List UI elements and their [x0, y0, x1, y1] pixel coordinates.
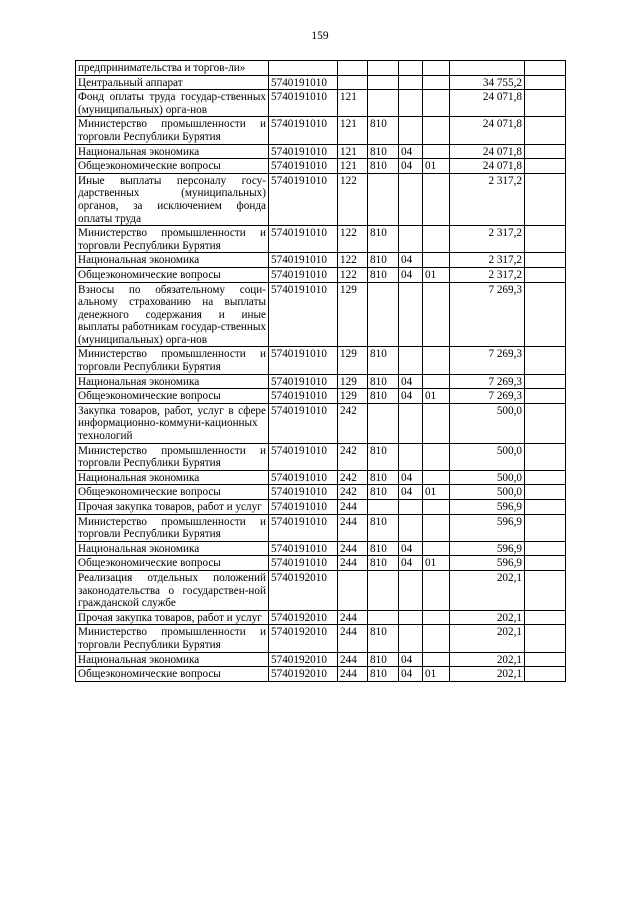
row-ministry-code: 810	[368, 347, 399, 374]
row-amount: 500,0	[450, 485, 525, 500]
row-expense-type: 244	[338, 610, 368, 625]
row-target-code: 5740191010	[269, 443, 338, 470]
row-amount	[450, 61, 525, 76]
row-extra	[525, 347, 566, 374]
row-section: 04	[399, 159, 423, 174]
row-name: Общеэкономические вопросы	[76, 485, 269, 500]
row-name: Центральный аппарат	[76, 75, 269, 90]
row-ministry-code	[368, 75, 399, 90]
row-expense-type: 244	[338, 514, 368, 541]
row-subsection	[423, 75, 450, 90]
row-ministry-code: 810	[368, 374, 399, 389]
row-section	[399, 117, 423, 144]
row-expense-type: 122	[338, 226, 368, 253]
row-ministry-code	[368, 500, 399, 515]
row-section	[399, 173, 423, 225]
row-extra	[525, 514, 566, 541]
row-section: 04	[399, 389, 423, 404]
row-subsection	[423, 541, 450, 556]
row-ministry-code: 810	[368, 541, 399, 556]
row-section	[399, 226, 423, 253]
row-ministry-code	[368, 90, 399, 117]
row-ministry-code: 810	[368, 625, 399, 652]
row-extra	[525, 144, 566, 159]
table-row	[76, 556, 566, 571]
row-subsection	[423, 610, 450, 625]
row-amount: 2 317,2	[450, 253, 525, 268]
row-target-code: 5740191010	[269, 90, 338, 117]
row-expense-type: 244	[338, 652, 368, 667]
row-target-code: 5740191010	[269, 500, 338, 515]
row-subsection: 01	[423, 159, 450, 174]
row-extra	[525, 61, 566, 76]
row-expense-type: 244	[338, 667, 368, 682]
row-extra	[525, 610, 566, 625]
row-name: Министерство промышленности и торговли Республики Бурятия	[76, 117, 269, 144]
row-name: Иные выплаты персоналу госу-дарственных (муниципальных) органов, за исключением фонда оплаты труда	[76, 173, 269, 225]
table-row	[76, 282, 566, 347]
row-target-code: 5740191010	[269, 117, 338, 144]
row-expense-type: 242	[338, 470, 368, 485]
row-ministry-code: 810	[368, 667, 399, 682]
row-section: 04	[399, 144, 423, 159]
row-target-code: 5740191010	[269, 389, 338, 404]
row-target-code: 5740191010	[269, 514, 338, 541]
table-row	[76, 159, 566, 174]
row-extra	[525, 652, 566, 667]
row-section	[399, 514, 423, 541]
row-name: Общеэкономические вопросы	[76, 389, 269, 404]
row-name: Министерство промышленности и торговли Республики Бурятия	[76, 514, 269, 541]
row-section: 04	[399, 267, 423, 282]
row-extra	[525, 470, 566, 485]
row-section	[399, 610, 423, 625]
table-row	[76, 173, 566, 225]
row-amount: 202,1	[450, 610, 525, 625]
row-extra	[525, 267, 566, 282]
table-row	[76, 625, 566, 652]
row-expense-type: 242	[338, 485, 368, 500]
table-row	[76, 61, 566, 76]
row-ministry-code: 810	[368, 556, 399, 571]
row-ministry-code: 810	[368, 117, 399, 144]
row-amount: 500,0	[450, 470, 525, 485]
row-subsection	[423, 347, 450, 374]
row-name: Прочая закупка товаров, работ и услуг	[76, 610, 269, 625]
row-section	[399, 347, 423, 374]
row-ministry-code: 810	[368, 389, 399, 404]
row-extra	[525, 485, 566, 500]
row-target-code: 5740191010	[269, 253, 338, 268]
row-name: Национальная экономика	[76, 541, 269, 556]
table-row	[76, 389, 566, 404]
row-extra	[525, 282, 566, 347]
row-ministry-code: 810	[368, 470, 399, 485]
row-extra	[525, 226, 566, 253]
row-ministry-code: 810	[368, 144, 399, 159]
row-subsection	[423, 90, 450, 117]
row-expense-type: 129	[338, 389, 368, 404]
row-subsection	[423, 625, 450, 652]
row-ministry-code	[368, 61, 399, 76]
row-ministry-code	[368, 610, 399, 625]
table-row	[76, 652, 566, 667]
row-ministry-code: 810	[368, 253, 399, 268]
row-expense-type	[338, 570, 368, 610]
row-amount: 202,1	[450, 570, 525, 610]
row-ministry-code: 810	[368, 443, 399, 470]
page-number: 159	[311, 30, 329, 42]
row-name: Фонд оплаты труда государ-ственных (муниципальных) орга-нов	[76, 90, 269, 117]
row-amount: 7 269,3	[450, 282, 525, 347]
row-name: Национальная экономика	[76, 652, 269, 667]
row-amount: 596,9	[450, 500, 525, 515]
row-subsection	[423, 374, 450, 389]
row-expense-type: 129	[338, 374, 368, 389]
row-ministry-code	[368, 403, 399, 443]
row-amount: 202,1	[450, 667, 525, 682]
row-extra	[525, 90, 566, 117]
row-section: 04	[399, 667, 423, 682]
row-section	[399, 75, 423, 90]
table-row	[76, 90, 566, 117]
row-subsection	[423, 117, 450, 144]
row-ministry-code: 810	[368, 226, 399, 253]
row-amount: 34 755,2	[450, 75, 525, 90]
row-extra	[525, 667, 566, 682]
row-extra	[525, 500, 566, 515]
table-row	[76, 500, 566, 515]
row-section	[399, 282, 423, 347]
table-row	[76, 253, 566, 268]
row-amount: 2 317,2	[450, 173, 525, 225]
row-amount: 24 071,8	[450, 159, 525, 174]
row-amount: 7 269,3	[450, 347, 525, 374]
row-name: предпринимательства и торгов-ли»	[76, 61, 269, 76]
row-target-code: 5740192010	[269, 652, 338, 667]
row-section	[399, 403, 423, 443]
row-target-code: 5740192010	[269, 667, 338, 682]
row-extra	[525, 556, 566, 571]
table-row	[76, 374, 566, 389]
row-target-code: 5740191010	[269, 282, 338, 347]
row-name: Национальная экономика	[76, 253, 269, 268]
row-section	[399, 61, 423, 76]
row-expense-type	[338, 75, 368, 90]
row-target-code: 5740191010	[269, 470, 338, 485]
row-subsection	[423, 652, 450, 667]
row-amount: 596,9	[450, 541, 525, 556]
table-row	[76, 267, 566, 282]
row-target-code: 5740192010	[269, 570, 338, 610]
row-subsection: 01	[423, 485, 450, 500]
row-target-code: 5740191010	[269, 403, 338, 443]
row-ministry-code	[368, 173, 399, 225]
table-row	[76, 144, 566, 159]
row-amount: 500,0	[450, 403, 525, 443]
budget-table	[75, 60, 566, 682]
row-amount: 2 317,2	[450, 226, 525, 253]
table-row	[76, 403, 566, 443]
row-amount: 7 269,3	[450, 374, 525, 389]
row-ministry-code: 810	[368, 514, 399, 541]
row-subsection	[423, 282, 450, 347]
row-name: Национальная экономика	[76, 470, 269, 485]
table-row	[76, 514, 566, 541]
table-row	[76, 75, 566, 90]
row-name: Министерство промышленности и торговли Республики Бурятия	[76, 443, 269, 470]
row-subsection	[423, 470, 450, 485]
budget-table-body	[76, 61, 566, 682]
row-target-code: 5740191010	[269, 267, 338, 282]
row-extra	[525, 173, 566, 225]
table-row	[76, 485, 566, 500]
row-expense-type: 244	[338, 541, 368, 556]
row-name: Общеэкономические вопросы	[76, 159, 269, 174]
row-section	[399, 90, 423, 117]
row-subsection: 01	[423, 667, 450, 682]
row-amount: 24 071,8	[450, 117, 525, 144]
row-amount: 500,0	[450, 443, 525, 470]
row-target-code: 5740191010	[269, 541, 338, 556]
table-row	[76, 570, 566, 610]
row-subsection	[423, 570, 450, 610]
row-subsection	[423, 61, 450, 76]
row-subsection	[423, 403, 450, 443]
row-name: Прочая закупка товаров, работ и услуг	[76, 500, 269, 515]
row-subsection	[423, 226, 450, 253]
row-extra	[525, 159, 566, 174]
row-expense-type	[338, 61, 368, 76]
row-section	[399, 443, 423, 470]
row-subsection	[423, 253, 450, 268]
row-expense-type: 244	[338, 625, 368, 652]
row-name: Министерство промышленности и торговли Республики Бурятия	[76, 347, 269, 374]
table-row	[76, 667, 566, 682]
table-row	[76, 610, 566, 625]
row-subsection: 01	[423, 267, 450, 282]
row-expense-type: 122	[338, 253, 368, 268]
row-target-code: 5740191010	[269, 556, 338, 571]
row-amount: 596,9	[450, 514, 525, 541]
row-subsection	[423, 173, 450, 225]
row-name: Общеэкономические вопросы	[76, 667, 269, 682]
row-section	[399, 500, 423, 515]
table-row	[76, 541, 566, 556]
row-name: Закупка товаров, работ, услуг в сфере информационно-коммуни-кационных технологий	[76, 403, 269, 443]
row-ministry-code: 810	[368, 159, 399, 174]
row-ministry-code: 810	[368, 267, 399, 282]
row-target-code: 5740191010	[269, 374, 338, 389]
row-ministry-code: 810	[368, 485, 399, 500]
row-target-code: 5740191010	[269, 485, 338, 500]
row-section	[399, 625, 423, 652]
row-amount: 2 317,2	[450, 267, 525, 282]
row-section: 04	[399, 485, 423, 500]
row-target-code: 5740191010	[269, 159, 338, 174]
row-subsection	[423, 443, 450, 470]
row-section: 04	[399, 652, 423, 667]
row-expense-type: 129	[338, 347, 368, 374]
row-name: Общеэкономические вопросы	[76, 267, 269, 282]
row-subsection: 01	[423, 556, 450, 571]
row-amount: 202,1	[450, 652, 525, 667]
row-section: 04	[399, 374, 423, 389]
row-expense-type: 129	[338, 282, 368, 347]
row-amount: 596,9	[450, 556, 525, 571]
row-name: Министерство промышленности и торговли Республики Бурятия	[76, 226, 269, 253]
row-extra	[525, 625, 566, 652]
row-extra	[525, 541, 566, 556]
row-name: Национальная экономика	[76, 144, 269, 159]
row-extra	[525, 389, 566, 404]
row-target-code: 5740191010	[269, 75, 338, 90]
row-section: 04	[399, 556, 423, 571]
row-expense-type: 244	[338, 500, 368, 515]
table-row	[76, 347, 566, 374]
row-name: Реализация отдельных положений законодательства о государствен-ной гражданской службе	[76, 570, 269, 610]
row-name: Национальная экономика	[76, 374, 269, 389]
row-expense-type: 244	[338, 556, 368, 571]
row-extra	[525, 75, 566, 90]
row-extra	[525, 403, 566, 443]
row-extra	[525, 374, 566, 389]
row-name: Общеэкономические вопросы	[76, 556, 269, 571]
row-target-code: 5740192010	[269, 610, 338, 625]
row-amount: 24 071,8	[450, 90, 525, 117]
row-subsection	[423, 144, 450, 159]
row-target-code: 5740191010	[269, 144, 338, 159]
row-amount: 202,1	[450, 625, 525, 652]
row-expense-type: 242	[338, 403, 368, 443]
table-row	[76, 117, 566, 144]
row-expense-type: 121	[338, 144, 368, 159]
row-ministry-code	[368, 282, 399, 347]
row-extra	[525, 117, 566, 144]
row-extra	[525, 570, 566, 610]
row-target-code: 5740191010	[269, 173, 338, 225]
row-subsection: 01	[423, 389, 450, 404]
row-ministry-code	[368, 570, 399, 610]
row-target-code: 5740191010	[269, 347, 338, 374]
row-target-code: 5740192010	[269, 625, 338, 652]
table-row	[76, 443, 566, 470]
row-amount: 24 071,8	[450, 144, 525, 159]
row-section: 04	[399, 541, 423, 556]
row-section	[399, 570, 423, 610]
row-section: 04	[399, 253, 423, 268]
row-subsection	[423, 514, 450, 541]
row-section: 04	[399, 470, 423, 485]
row-expense-type: 121	[338, 117, 368, 144]
row-amount: 7 269,3	[450, 389, 525, 404]
row-expense-type: 121	[338, 90, 368, 117]
row-ministry-code: 810	[368, 652, 399, 667]
row-name: Министерство промышленности и торговли Республики Бурятия	[76, 625, 269, 652]
row-expense-type: 121	[338, 159, 368, 174]
row-name: Взносы по обязательному соци-альному страхованию на выплаты денежного содержания и иные выплаты работникам государ-ственных (муниципальных) орга-нов	[76, 282, 269, 347]
row-target-code	[269, 61, 338, 76]
row-expense-type: 122	[338, 173, 368, 225]
row-expense-type: 242	[338, 443, 368, 470]
row-subsection	[423, 500, 450, 515]
table-row	[76, 226, 566, 253]
row-target-code: 5740191010	[269, 226, 338, 253]
table-row	[76, 470, 566, 485]
row-extra	[525, 253, 566, 268]
row-expense-type: 122	[338, 267, 368, 282]
row-extra	[525, 443, 566, 470]
